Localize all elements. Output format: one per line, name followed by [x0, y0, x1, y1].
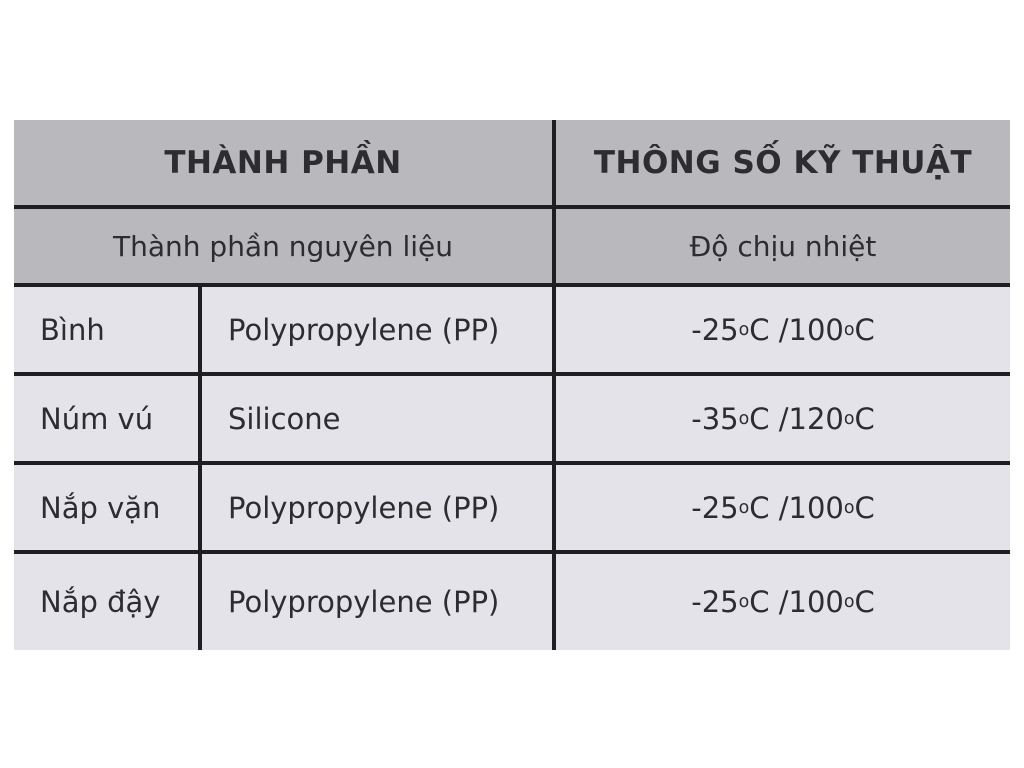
- header-specifications: THÔNG SỐ KỸ THUẬT: [593, 144, 973, 181]
- temp-max-value: 120: [788, 401, 844, 436]
- temp-max-value: 100: [788, 490, 844, 525]
- row-material: Polypropylene (PP): [228, 312, 500, 347]
- temp-min-value: -25: [691, 585, 739, 619]
- temp-unit-separator: C /: [749, 312, 789, 347]
- row-part-label: Nắp đậy: [40, 585, 161, 619]
- temp-unit: C: [854, 490, 875, 525]
- temp-min-value: -25: [691, 312, 739, 347]
- temp-unit: C: [854, 401, 875, 436]
- row-part-label: Nắp vặn: [40, 490, 161, 525]
- row-temperature: -35 o C / 120 o C: [691, 401, 875, 436]
- temp-unit: C: [854, 585, 875, 619]
- header-components: THÀNH PHẦN: [164, 144, 402, 181]
- row-part-label: Núm vú: [40, 401, 154, 436]
- temp-unit: C: [854, 312, 875, 347]
- temp-unit-separator: C /: [749, 490, 789, 525]
- row-part-label: Bình: [40, 312, 105, 347]
- row-temperature: -25 o C / 100 o C: [691, 490, 875, 525]
- row-material: Silicone: [228, 401, 341, 436]
- spec-table: [14, 120, 1010, 650]
- temp-unit-separator: C /: [749, 585, 789, 619]
- row-material: Polypropylene (PP): [228, 490, 500, 525]
- temp-min-value: -25: [691, 490, 739, 525]
- temp-min-value: -35: [691, 401, 739, 436]
- row-temperature: -25 o C / 100 o C: [691, 312, 875, 347]
- subheader-heat-resistance: Độ chịu nhiệt: [689, 229, 877, 263]
- temp-max-value: 100: [788, 585, 844, 619]
- row-material: Polypropylene (PP): [228, 585, 500, 619]
- temp-unit-separator: C /: [749, 401, 789, 436]
- subheader-material: Thành phần nguyên liệu: [113, 229, 453, 263]
- temp-max-value: 100: [788, 312, 844, 347]
- row-temperature: -25 o C / 100 o C: [691, 585, 875, 619]
